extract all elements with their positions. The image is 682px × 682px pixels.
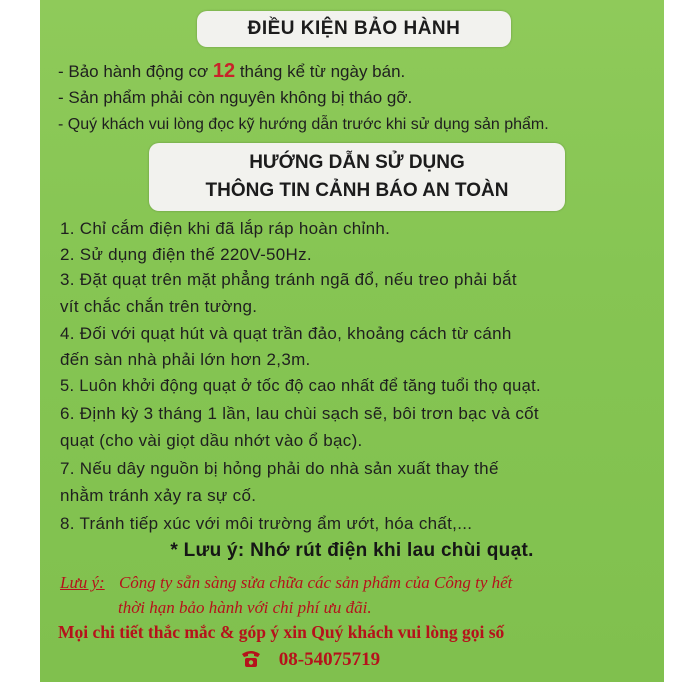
warranty-label-card — [40, 0, 664, 682]
guide-line: vít chắc chắn trên tường. — [60, 297, 258, 316]
guide-line: 8. Tránh tiếp xúc với môi trường ẩm ướt, hóa chất,... — [60, 514, 473, 533]
contact-phone-number[interactable]: 08-54075719 — [278, 649, 381, 670]
warranty-line-read-guide: - Quý khách vui lòng đọc kỹ hướng dẫn trước khi sử dụng sản phẩm. — [58, 116, 549, 133]
warranty-line-motor-after: tháng kể từ ngày bán. — [239, 62, 406, 81]
unplug-note: * Lưu ý: Nhớ rút điện khi lau chùi quạt. — [170, 540, 534, 561]
guide-title-line2: THÔNG TIN CẢNH BÁO AN TOÀN — [205, 180, 509, 201]
guide-line: đến sàn nhà phải lớn hơn 2,3m. — [60, 350, 311, 369]
guide-title — [149, 143, 565, 211]
contact-text: Mọi chi tiết thắc mắc & góp ý xin Quý khách vui lòng gọi số — [58, 622, 505, 642]
contact-phone-row — [240, 648, 380, 671]
warranty-line-intact: - Sản phẩm phải còn nguyên không bị tháo gỡ. — [58, 88, 413, 107]
warranty-line-motor — [58, 60, 405, 83]
service-text-1: Công ty sẵn sàng sửa chữa các sản phẩm của Công ty hết — [118, 573, 513, 592]
service-line-1 — [60, 573, 512, 593]
guide-line: 1. Chỉ cắm điện khi đã lắp ráp hoàn chỉnh. — [60, 219, 391, 238]
guide-line: 6. Định kỳ 3 tháng 1 lần, lau chùi sạch sẽ, bôi trơn bạc và cốt — [60, 404, 539, 423]
guide-line: quạt (cho vài giọt dầu nhớt vào ổ bạc). — [60, 431, 363, 450]
guide-line: 7. Nếu dây nguồn bị hỏng phải do nhà sản xuất thay thế — [60, 459, 499, 478]
guide-line: 5. Luôn khởi động quạt ở tốc độ cao nhất để tăng tuổi thọ quạt. — [60, 377, 541, 395]
service-text-2: thời hạn bảo hành với chi phí ưu đãi. — [118, 598, 372, 617]
telephone-icon — [240, 648, 262, 668]
guide-line: nhằm tránh xảy ra sự cố. — [60, 486, 257, 505]
guide-line: 2. Sử dụng điện thế 220V-50Hz. — [60, 245, 312, 264]
guide-line: 3. Đặt quạt trên mặt phẳng tránh ngã đổ, nếu treo phải bắt — [60, 270, 517, 289]
service-label: Lưu ý: — [60, 573, 105, 592]
guide-title-line1: HƯỚNG DẪN SỬ DỤNG — [249, 152, 465, 173]
guide-line: 4. Đối với quạt hút và quạt trần đảo, khoảng cách từ cánh — [60, 324, 512, 343]
warranty-line-motor-before: - Bảo hành động cơ — [58, 62, 209, 81]
warranty-title: ĐIỀU KIỆN BẢO HÀNH — [197, 11, 511, 47]
warranty-months: 12 — [212, 60, 236, 82]
